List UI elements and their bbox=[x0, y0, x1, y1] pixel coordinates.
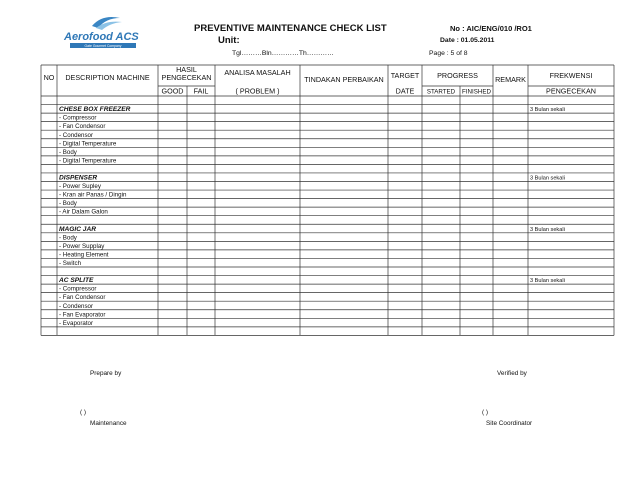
header-remark: REMARK bbox=[495, 75, 526, 84]
item-label: - Condensor bbox=[59, 302, 94, 310]
date-fill-line: Tgl………Bln…………Th………… bbox=[232, 50, 334, 57]
item-label: - Compressor bbox=[59, 114, 97, 122]
header-finished: FINISHED bbox=[462, 88, 491, 96]
section-title: DISPENSER bbox=[59, 174, 98, 182]
item-label: - Heating Element bbox=[59, 251, 109, 259]
logo-tagline: Gate Gourmet Company bbox=[84, 44, 122, 48]
section-frequency: 3 Bulan sekali bbox=[530, 226, 565, 233]
header-description: DESCRIPTION MACHINE bbox=[65, 73, 150, 82]
section-frequency: 3 Bulan sekali bbox=[530, 175, 565, 182]
header-frekwensi: FREKWENSI bbox=[549, 71, 593, 80]
item-label: - Digital Temperature bbox=[59, 157, 117, 165]
left-signature-brackets: ( ) bbox=[80, 409, 87, 416]
item-label: - Fan Condensor bbox=[59, 123, 106, 131]
section-title: MAGIC JAR bbox=[59, 225, 96, 233]
item-label: - Fan Condensor bbox=[59, 294, 106, 302]
header-target: TARGET bbox=[390, 71, 420, 80]
verified-by-label: Verified by bbox=[497, 370, 527, 377]
header-started: STARTED bbox=[426, 88, 456, 96]
section-title: AC SPLITE bbox=[59, 277, 94, 285]
header-progress: PROGRESS bbox=[437, 71, 478, 80]
item-label: - Evaporator bbox=[59, 319, 94, 327]
prepare-by-label: Prepare by bbox=[90, 370, 122, 377]
item-label: - Power Supplay bbox=[59, 242, 105, 250]
right-signature-brackets: ( ) bbox=[482, 409, 489, 416]
item-label: - Power Supley bbox=[59, 183, 101, 191]
item-label: - Body bbox=[59, 148, 77, 156]
item-label: - Digital Temperature bbox=[59, 140, 117, 148]
section-title: CHESE BOX FREEZER bbox=[59, 106, 131, 114]
document-title: PREVENTIVE MAINTENANCE CHECK LIST bbox=[194, 23, 387, 34]
item-label: - Switch bbox=[59, 260, 82, 267]
header-fail: FAIL bbox=[193, 86, 209, 96]
document-number: No : AIC/ENG/010 /RO1 bbox=[450, 24, 532, 33]
item-label: - Kran air Panas / Dingin bbox=[59, 191, 127, 199]
logo-text: Aerofood ACS bbox=[64, 31, 139, 43]
section-frequency: 3 Bulan sekali bbox=[530, 278, 565, 285]
header-no: NO bbox=[43, 73, 55, 82]
header-freq-pengecekan: PENGECEKAN bbox=[546, 86, 596, 96]
unit-label: Unit: bbox=[218, 35, 240, 46]
item-label: - Fan Evaporator bbox=[59, 311, 106, 319]
maintenance-role: Maintenance bbox=[90, 420, 127, 427]
item-label: - Compressor bbox=[59, 285, 97, 293]
item-label: - Body bbox=[59, 200, 77, 208]
header-hasil: HASIL bbox=[176, 65, 197, 74]
site-coordinator-role: Site Coordinator bbox=[486, 420, 533, 427]
header-problem: ( PROBLEM ) bbox=[235, 86, 280, 96]
header-date: DATE bbox=[395, 86, 415, 96]
header-good: GOOD bbox=[161, 86, 184, 96]
header-tindakan: TINDAKAN PERBAIKAN bbox=[304, 75, 384, 84]
document-date: Date : 01.05.2011 bbox=[440, 37, 495, 44]
item-label: - Condensor bbox=[59, 131, 94, 139]
section-frequency: 3 Bulan sekali bbox=[530, 107, 565, 114]
item-label: - Body bbox=[59, 234, 77, 242]
item-label: - Air Dalam Galon bbox=[59, 208, 108, 216]
page-number: Page : 5 of 8 bbox=[429, 50, 468, 57]
header-analisa: ANALISA MASALAH bbox=[224, 68, 291, 77]
header-pengecekan: PENGECEKAN bbox=[161, 73, 212, 82]
